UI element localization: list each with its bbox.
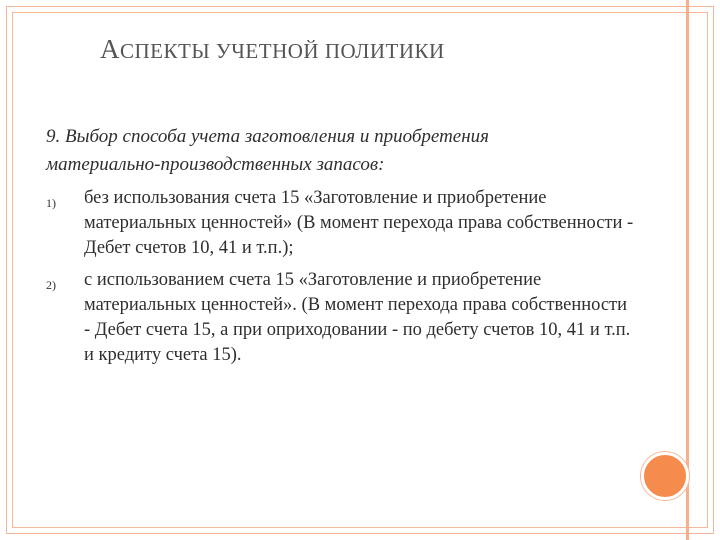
- decorative-side-line: [686, 0, 689, 540]
- list-item: [46, 268, 636, 368]
- intro-text: [46, 123, 646, 179]
- decorative-circle: [641, 452, 689, 500]
- list-item-marker: 1): [46, 196, 56, 210]
- list-item-text: с использованием счета 15 «Заготовление и приобретение материальных ценностей». (В момент перехода права собственности - Дебет счета 15, а при оприходовании - по дебету счетов 10, 41 и т.п. и кредиту счета 15).: [84, 270, 631, 365]
- list-item-text: без использования счета 15 «Заготовление и приобретение материальных ценностей» (В момент перехода права собственности - Дебет счетов 10, 41 и т.п.);: [84, 188, 634, 258]
- title-first-letter: А: [100, 34, 120, 64]
- numbered-list: [46, 186, 636, 375]
- slide-title: [100, 34, 640, 65]
- list-item: [46, 186, 636, 261]
- title-rest: СПЕКТЫ УЧЕТНОЙ ПОЛИТИКИ: [120, 39, 445, 63]
- intro-line-2: материально-производственных запасов:: [46, 154, 385, 175]
- list-item-marker: 2): [46, 278, 56, 292]
- intro-line-1: 9. Выбор способа учета заготовления и приобретения: [46, 126, 490, 147]
